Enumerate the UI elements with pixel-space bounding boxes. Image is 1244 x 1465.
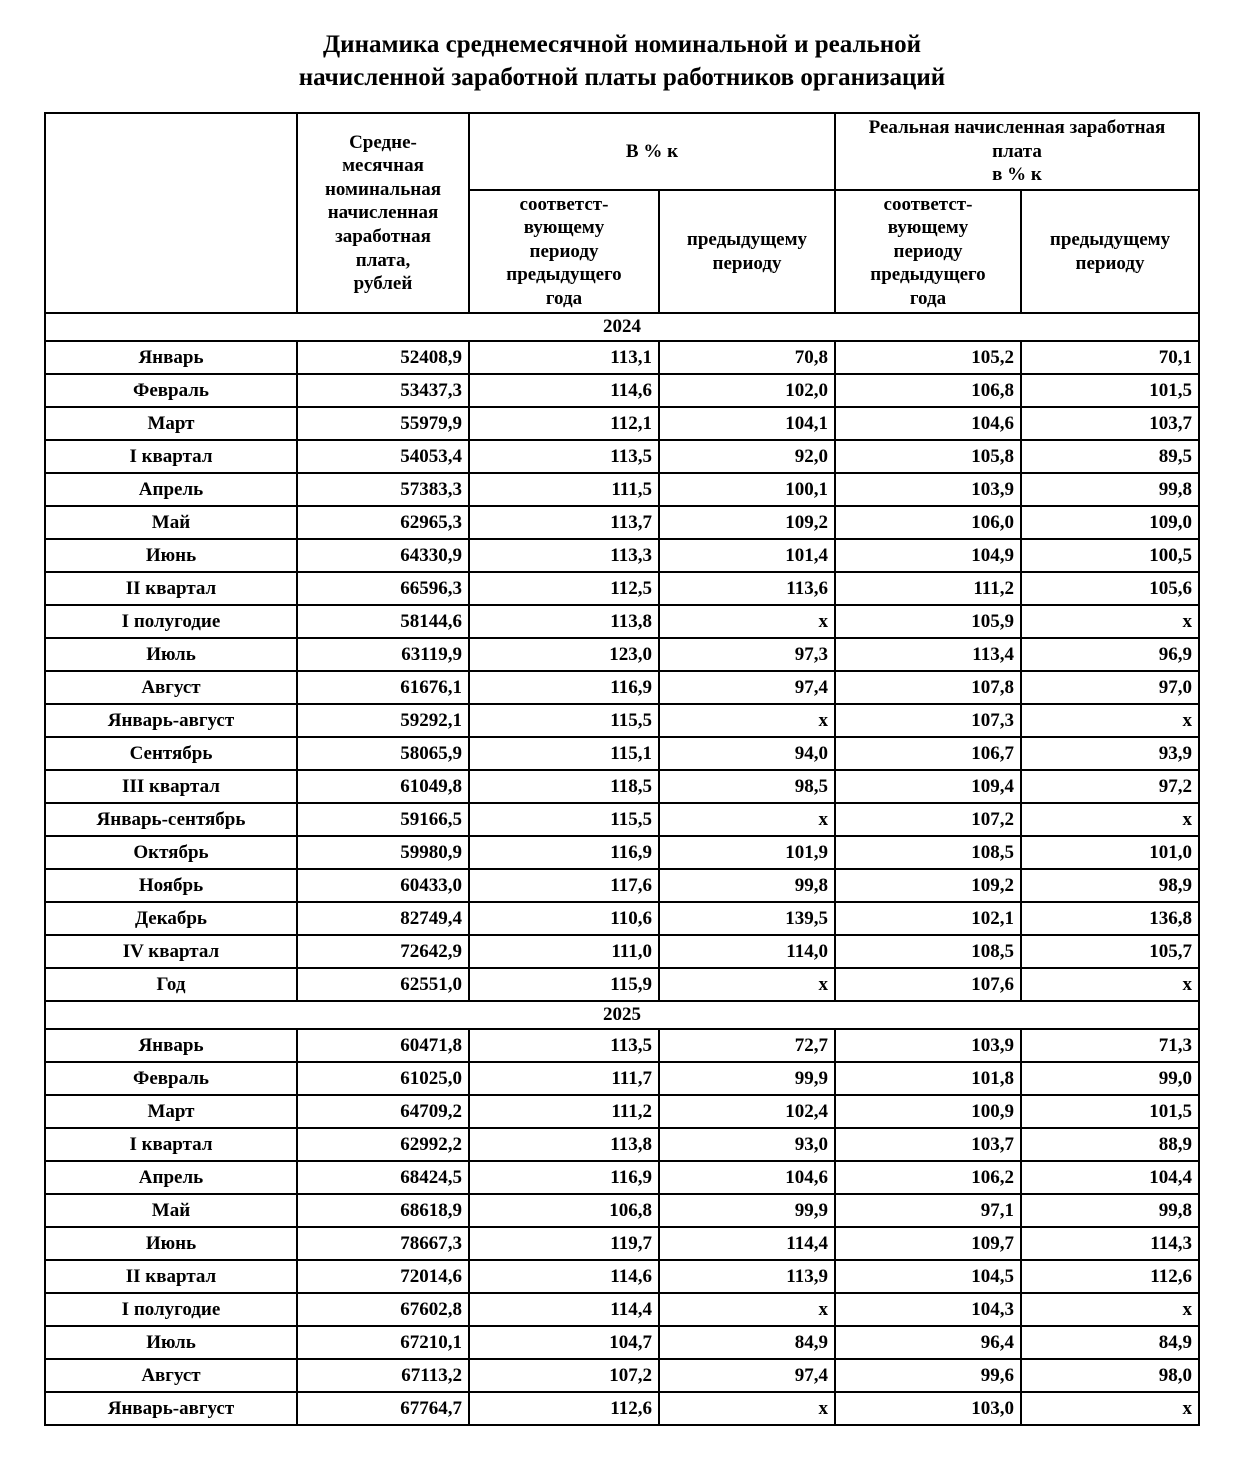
year-label: 2025 xyxy=(45,1001,1199,1029)
row-period-label: Февраль xyxy=(45,1062,297,1095)
row-period-label: Сентябрь xyxy=(45,737,297,770)
cell-nominal-pct-prev-period: 102,0 xyxy=(659,374,835,407)
table-row xyxy=(45,572,1199,605)
cell-real-pct-same-period-prev-year: 104,9 xyxy=(835,539,1021,572)
row-period-label: I полугодие xyxy=(45,605,297,638)
cell-nominal-wage: 54053,4 xyxy=(297,440,469,473)
cell-nominal-pct-same-period-prev-year: 111,7 xyxy=(469,1062,659,1095)
cell-nominal-pct-same-period-prev-year: 114,6 xyxy=(469,1260,659,1293)
cell-nominal-pct-same-period-prev-year: 117,6 xyxy=(469,869,659,902)
cell-nominal-pct-same-period-prev-year: 119,7 xyxy=(469,1227,659,1260)
header-in-percent-to: В % к xyxy=(469,113,835,190)
row-period-label: Июль xyxy=(45,638,297,671)
cell-nominal-pct-same-period-prev-year: 112,5 xyxy=(469,572,659,605)
cell-nominal-pct-prev-period: 100,1 xyxy=(659,473,835,506)
table-row xyxy=(45,737,1199,770)
cell-nominal-pct-prev-period: 97,4 xyxy=(659,1359,835,1392)
cell-nominal-pct-same-period-prev-year: 111,2 xyxy=(469,1095,659,1128)
cell-nominal-wage: 67113,2 xyxy=(297,1359,469,1392)
cell-nominal-pct-prev-period: 93,0 xyxy=(659,1128,835,1161)
cell-nominal-wage: 62965,3 xyxy=(297,506,469,539)
row-period-label: Февраль xyxy=(45,374,297,407)
row-period-label: IV квартал xyxy=(45,935,297,968)
cell-real-pct-prev-period: х xyxy=(1021,605,1199,638)
header-real-wage-subtext: в % к xyxy=(992,164,1042,186)
row-period-label: Ноябрь xyxy=(45,869,297,902)
header-nom-mom-line-1: предыдущему xyxy=(686,228,808,250)
cell-real-pct-same-period-prev-year: 97,1 xyxy=(835,1194,1021,1227)
table-row xyxy=(45,803,1199,836)
cell-real-pct-prev-period: 89,5 xyxy=(1021,440,1199,473)
table-body xyxy=(45,313,1199,1425)
cell-nominal-pct-prev-period: 92,0 xyxy=(659,440,835,473)
cell-real-pct-same-period-prev-year: 108,5 xyxy=(835,836,1021,869)
cell-real-pct-prev-period: 84,9 xyxy=(1021,1326,1199,1359)
cell-real-pct-same-period-prev-year: 109,7 xyxy=(835,1227,1021,1260)
cell-real-pct-same-period-prev-year: 107,2 xyxy=(835,803,1021,836)
cell-nominal-pct-same-period-prev-year: 115,5 xyxy=(469,803,659,836)
cell-nominal-pct-same-period-prev-year: 115,9 xyxy=(469,968,659,1001)
cell-nominal-wage: 58144,6 xyxy=(297,605,469,638)
table-row xyxy=(45,506,1199,539)
cell-nominal-pct-prev-period: 113,9 xyxy=(659,1260,835,1293)
cell-real-pct-prev-period: 105,7 xyxy=(1021,935,1199,968)
header-nom-mom-line-2: периоду xyxy=(712,252,782,274)
table-row xyxy=(45,605,1199,638)
table-row xyxy=(45,902,1199,935)
cell-nominal-wage: 64709,2 xyxy=(297,1095,469,1128)
table-row xyxy=(45,374,1199,407)
cell-nominal-pct-prev-period: 72,7 xyxy=(659,1029,835,1062)
cell-real-pct-same-period-prev-year: 103,9 xyxy=(835,1029,1021,1062)
cell-real-pct-same-period-prev-year: 106,8 xyxy=(835,374,1021,407)
table-row xyxy=(45,1095,1199,1128)
table-row xyxy=(45,704,1199,737)
header-nominal-wage-line-4: начисленная xyxy=(327,202,439,224)
row-period-label: Май xyxy=(45,1194,297,1227)
cell-real-pct-prev-period: х xyxy=(1021,1293,1199,1326)
cell-nominal-wage: 61676,1 xyxy=(297,671,469,704)
cell-nominal-pct-same-period-prev-year: 104,7 xyxy=(469,1326,659,1359)
cell-real-pct-prev-period: х xyxy=(1021,1392,1199,1425)
cell-real-pct-prev-period: 100,5 xyxy=(1021,539,1199,572)
header-nominal-wage-line-1: Средне- xyxy=(349,131,417,153)
cell-nominal-pct-same-period-prev-year: 114,6 xyxy=(469,374,659,407)
cell-nominal-pct-prev-period: 98,5 xyxy=(659,770,835,803)
table-row xyxy=(45,869,1199,902)
cell-real-pct-prev-period: 97,2 xyxy=(1021,770,1199,803)
cell-nominal-pct-same-period-prev-year: 113,3 xyxy=(469,539,659,572)
cell-real-pct-same-period-prev-year: 108,5 xyxy=(835,935,1021,968)
cell-nominal-pct-prev-period: х xyxy=(659,1392,835,1425)
table-row xyxy=(45,1326,1199,1359)
cell-nominal-pct-same-period-prev-year: 113,7 xyxy=(469,506,659,539)
cell-real-pct-same-period-prev-year: 111,2 xyxy=(835,572,1021,605)
cell-nominal-pct-prev-period: х xyxy=(659,704,835,737)
row-period-label: Январь xyxy=(45,341,297,374)
header-real-wage xyxy=(835,113,1199,190)
row-period-label: Январь-сентябрь xyxy=(45,803,297,836)
row-period-label: Июнь xyxy=(45,1227,297,1260)
header-nominal-wage-line-2: месячная xyxy=(342,155,424,177)
cell-nominal-pct-prev-period: 70,8 xyxy=(659,341,835,374)
cell-real-pct-same-period-prev-year: 102,1 xyxy=(835,902,1021,935)
cell-real-pct-prev-period: 98,9 xyxy=(1021,869,1199,902)
cell-nominal-pct-prev-period: х xyxy=(659,968,835,1001)
cell-real-pct-prev-period: 104,4 xyxy=(1021,1161,1199,1194)
cell-real-pct-prev-period: 99,8 xyxy=(1021,473,1199,506)
cell-nominal-wage: 52408,9 xyxy=(297,341,469,374)
header-real-yoy-line-1: соответст- xyxy=(883,193,973,215)
cell-nominal-pct-same-period-prev-year: 115,1 xyxy=(469,737,659,770)
cell-real-pct-same-period-prev-year: 103,9 xyxy=(835,473,1021,506)
cell-real-pct-same-period-prev-year: 103,7 xyxy=(835,1128,1021,1161)
cell-nominal-wage: 72642,9 xyxy=(297,935,469,968)
header-real-mom-line-1: предыдущему xyxy=(1049,228,1171,250)
table-row xyxy=(45,1161,1199,1194)
table-row xyxy=(45,1194,1199,1227)
cell-real-pct-same-period-prev-year: 96,4 xyxy=(835,1326,1021,1359)
row-period-label: Апрель xyxy=(45,473,297,506)
header-nominal-wage-line-6: плата, xyxy=(355,249,411,271)
table-row xyxy=(45,1062,1199,1095)
cell-real-pct-prev-period: 101,0 xyxy=(1021,836,1199,869)
table-row xyxy=(45,1293,1199,1326)
header-real-mom-line-2: периоду xyxy=(1075,252,1145,274)
year-section-row xyxy=(45,313,1199,341)
cell-real-pct-prev-period: 70,1 xyxy=(1021,341,1199,374)
cell-nominal-wage: 67602,8 xyxy=(297,1293,469,1326)
cell-real-pct-same-period-prev-year: 104,6 xyxy=(835,407,1021,440)
row-period-label: Год xyxy=(45,968,297,1001)
table-row xyxy=(45,836,1199,869)
cell-nominal-pct-prev-period: 139,5 xyxy=(659,902,835,935)
row-period-label: II квартал xyxy=(45,572,297,605)
page-title xyxy=(30,28,1214,94)
cell-nominal-pct-same-period-prev-year: 113,5 xyxy=(469,440,659,473)
cell-nominal-pct-same-period-prev-year: 115,5 xyxy=(469,704,659,737)
row-period-label: Декабрь xyxy=(45,902,297,935)
table-row xyxy=(45,407,1199,440)
cell-nominal-wage: 60433,0 xyxy=(297,869,469,902)
row-period-label: Июль xyxy=(45,1326,297,1359)
cell-real-pct-prev-period: 96,9 xyxy=(1021,638,1199,671)
cell-nominal-wage: 60471,8 xyxy=(297,1029,469,1062)
cell-real-pct-same-period-prev-year: 99,6 xyxy=(835,1359,1021,1392)
cell-nominal-pct-prev-period: 113,6 xyxy=(659,572,835,605)
cell-real-pct-prev-period: 136,8 xyxy=(1021,902,1199,935)
cell-nominal-wage: 58065,9 xyxy=(297,737,469,770)
cell-nominal-pct-prev-period: 99,9 xyxy=(659,1194,835,1227)
cell-real-pct-prev-period: х xyxy=(1021,704,1199,737)
table-row xyxy=(45,1029,1199,1062)
cell-nominal-wage: 59166,5 xyxy=(297,803,469,836)
cell-real-pct-prev-period: 114,3 xyxy=(1021,1227,1199,1260)
cell-nominal-wage: 78667,3 xyxy=(297,1227,469,1260)
cell-nominal-wage: 55979,9 xyxy=(297,407,469,440)
header-nom-yoy-line-5: года xyxy=(545,287,583,309)
table-row xyxy=(45,935,1199,968)
cell-nominal-pct-same-period-prev-year: 113,5 xyxy=(469,1029,659,1062)
page-title-line-2: начисленной заработной платы работников организаций xyxy=(298,64,946,91)
cell-nominal-pct-same-period-prev-year: 111,5 xyxy=(469,473,659,506)
header-real-wage-text: Реальная начисленная заработная плата xyxy=(868,117,1166,162)
cell-nominal-pct-prev-period: 84,9 xyxy=(659,1326,835,1359)
table-row xyxy=(45,440,1199,473)
table-row xyxy=(45,1227,1199,1260)
cell-nominal-pct-same-period-prev-year: 123,0 xyxy=(469,638,659,671)
cell-nominal-pct-prev-period: 104,1 xyxy=(659,407,835,440)
header-nominal-wage xyxy=(297,113,469,313)
cell-nominal-pct-same-period-prev-year: 114,4 xyxy=(469,1293,659,1326)
table-row xyxy=(45,341,1199,374)
cell-real-pct-same-period-prev-year: 106,2 xyxy=(835,1161,1021,1194)
cell-nominal-wage: 62992,2 xyxy=(297,1128,469,1161)
wage-dynamics-table xyxy=(44,112,1200,1426)
cell-nominal-wage: 67764,7 xyxy=(297,1392,469,1425)
cell-nominal-pct-prev-period: 101,4 xyxy=(659,539,835,572)
table-row xyxy=(45,1260,1199,1293)
cell-nominal-wage: 82749,4 xyxy=(297,902,469,935)
cell-real-pct-same-period-prev-year: 107,6 xyxy=(835,968,1021,1001)
cell-nominal-wage: 59292,1 xyxy=(297,704,469,737)
row-period-label: Август xyxy=(45,671,297,704)
cell-nominal-pct-same-period-prev-year: 112,1 xyxy=(469,407,659,440)
cell-nominal-pct-prev-period: 97,3 xyxy=(659,638,835,671)
cell-real-pct-prev-period: 101,5 xyxy=(1021,1095,1199,1128)
cell-real-pct-prev-period: 101,5 xyxy=(1021,374,1199,407)
row-period-label: Май xyxy=(45,506,297,539)
cell-nominal-pct-prev-period: х xyxy=(659,803,835,836)
header-corner xyxy=(45,113,297,313)
cell-nominal-pct-prev-period: 104,6 xyxy=(659,1161,835,1194)
cell-real-pct-same-period-prev-year: 106,7 xyxy=(835,737,1021,770)
table-row xyxy=(45,638,1199,671)
header-real-yoy-line-2: вующему xyxy=(887,217,969,239)
cell-nominal-pct-same-period-prev-year: 110,6 xyxy=(469,902,659,935)
cell-nominal-pct-same-period-prev-year: 118,5 xyxy=(469,770,659,803)
cell-nominal-wage: 57383,3 xyxy=(297,473,469,506)
cell-real-pct-prev-period: х xyxy=(1021,968,1199,1001)
cell-nominal-wage: 61049,8 xyxy=(297,770,469,803)
header-nominal-wage-line-3: номинальная xyxy=(324,178,441,200)
cell-nominal-wage: 62551,0 xyxy=(297,968,469,1001)
cell-real-pct-prev-period: 99,0 xyxy=(1021,1062,1199,1095)
cell-nominal-pct-prev-period: 94,0 xyxy=(659,737,835,770)
cell-nominal-pct-same-period-prev-year: 116,9 xyxy=(469,1161,659,1194)
row-period-label: III квартал xyxy=(45,770,297,803)
cell-nominal-pct-same-period-prev-year: 113,8 xyxy=(469,1128,659,1161)
page-title-line-1: Динамика среднемесячной номинальной и реальной xyxy=(322,31,922,58)
cell-nominal-pct-prev-period: 99,8 xyxy=(659,869,835,902)
row-period-label: Июнь xyxy=(45,539,297,572)
cell-nominal-pct-same-period-prev-year: 113,1 xyxy=(469,341,659,374)
cell-real-pct-prev-period: 112,6 xyxy=(1021,1260,1199,1293)
cell-nominal-pct-same-period-prev-year: 111,0 xyxy=(469,935,659,968)
cell-real-pct-prev-period: 109,0 xyxy=(1021,506,1199,539)
row-period-label: Март xyxy=(45,407,297,440)
row-period-label: II квартал xyxy=(45,1260,297,1293)
cell-real-pct-prev-period: 98,0 xyxy=(1021,1359,1199,1392)
cell-real-pct-same-period-prev-year: 105,9 xyxy=(835,605,1021,638)
cell-nominal-wage: 68618,9 xyxy=(297,1194,469,1227)
table-row xyxy=(45,968,1199,1001)
table-header xyxy=(45,113,1199,313)
row-period-label: Август xyxy=(45,1359,297,1392)
cell-real-pct-same-period-prev-year: 100,9 xyxy=(835,1095,1021,1128)
year-label: 2024 xyxy=(45,313,1199,341)
cell-real-pct-same-period-prev-year: 101,8 xyxy=(835,1062,1021,1095)
cell-nominal-wage: 61025,0 xyxy=(297,1062,469,1095)
cell-real-pct-same-period-prev-year: 113,4 xyxy=(835,638,1021,671)
cell-real-pct-same-period-prev-year: 107,3 xyxy=(835,704,1021,737)
header-real-same-period-prev-year xyxy=(835,190,1021,314)
cell-nominal-wage: 53437,3 xyxy=(297,374,469,407)
cell-real-pct-same-period-prev-year: 106,0 xyxy=(835,506,1021,539)
table-row xyxy=(45,473,1199,506)
year-section-row xyxy=(45,1001,1199,1029)
cell-nominal-wage: 63119,9 xyxy=(297,638,469,671)
header-real-yoy-line-5: года xyxy=(909,287,947,309)
cell-nominal-wage: 68424,5 xyxy=(297,1161,469,1194)
row-period-label: Январь-август xyxy=(45,704,297,737)
table-row xyxy=(45,1128,1199,1161)
row-period-label: Апрель xyxy=(45,1161,297,1194)
cell-real-pct-same-period-prev-year: 105,8 xyxy=(835,440,1021,473)
row-period-label: Январь-август xyxy=(45,1392,297,1425)
row-period-label: Октябрь xyxy=(45,836,297,869)
cell-nominal-pct-prev-period: 114,0 xyxy=(659,935,835,968)
cell-nominal-pct-prev-period: 102,4 xyxy=(659,1095,835,1128)
cell-real-pct-prev-period: 71,3 xyxy=(1021,1029,1199,1062)
cell-nominal-pct-same-period-prev-year: 113,8 xyxy=(469,605,659,638)
row-period-label: I полугодие xyxy=(45,1293,297,1326)
cell-real-pct-same-period-prev-year: 109,2 xyxy=(835,869,1021,902)
header-real-yoy-line-4: предыдущего xyxy=(870,264,986,286)
cell-nominal-pct-same-period-prev-year: 106,8 xyxy=(469,1194,659,1227)
cell-real-pct-prev-period: 97,0 xyxy=(1021,671,1199,704)
cell-nominal-pct-prev-period: 109,2 xyxy=(659,506,835,539)
header-nominal-prev-period xyxy=(659,190,835,314)
header-nom-yoy-line-4: предыдущего xyxy=(506,264,622,286)
row-period-label: I квартал xyxy=(45,440,297,473)
cell-nominal-pct-prev-period: 97,4 xyxy=(659,671,835,704)
header-nominal-wage-line-7: рублей xyxy=(353,273,413,295)
header-nom-yoy-line-1: соответст- xyxy=(519,193,609,215)
header-real-yoy-line-3: периоду xyxy=(893,240,963,262)
header-real-prev-period xyxy=(1021,190,1199,314)
cell-real-pct-prev-period: 88,9 xyxy=(1021,1128,1199,1161)
cell-nominal-pct-prev-period: х xyxy=(659,1293,835,1326)
cell-nominal-wage: 64330,9 xyxy=(297,539,469,572)
cell-real-pct-prev-period: 99,8 xyxy=(1021,1194,1199,1227)
cell-nominal-wage: 72014,6 xyxy=(297,1260,469,1293)
row-period-label: Январь xyxy=(45,1029,297,1062)
header-nominal-wage-line-5: заработная xyxy=(335,225,431,247)
cell-nominal-wage: 67210,1 xyxy=(297,1326,469,1359)
table-row xyxy=(45,770,1199,803)
cell-real-pct-same-period-prev-year: 104,5 xyxy=(835,1260,1021,1293)
cell-real-pct-same-period-prev-year: 104,3 xyxy=(835,1293,1021,1326)
cell-real-pct-prev-period: 93,9 xyxy=(1021,737,1199,770)
row-period-label: I квартал xyxy=(45,1128,297,1161)
cell-nominal-pct-same-period-prev-year: 112,6 xyxy=(469,1392,659,1425)
cell-nominal-pct-same-period-prev-year: 116,9 xyxy=(469,836,659,869)
cell-real-pct-same-period-prev-year: 105,2 xyxy=(835,341,1021,374)
table-row xyxy=(45,1359,1199,1392)
row-period-label: Март xyxy=(45,1095,297,1128)
header-nom-yoy-line-2: вующему xyxy=(523,217,605,239)
cell-nominal-pct-same-period-prev-year: 116,9 xyxy=(469,671,659,704)
cell-real-pct-prev-period: х xyxy=(1021,803,1199,836)
cell-real-pct-prev-period: 103,7 xyxy=(1021,407,1199,440)
table-row xyxy=(45,671,1199,704)
cell-real-pct-same-period-prev-year: 103,0 xyxy=(835,1392,1021,1425)
cell-real-pct-prev-period: 105,6 xyxy=(1021,572,1199,605)
cell-nominal-pct-prev-period: 114,4 xyxy=(659,1227,835,1260)
cell-real-pct-same-period-prev-year: 109,4 xyxy=(835,770,1021,803)
cell-real-pct-same-period-prev-year: 107,8 xyxy=(835,671,1021,704)
table-row xyxy=(45,539,1199,572)
cell-nominal-pct-prev-period: 99,9 xyxy=(659,1062,835,1095)
table-row xyxy=(45,1392,1199,1425)
header-nom-yoy-line-3: периоду xyxy=(529,240,599,262)
cell-nominal-pct-prev-period: 101,9 xyxy=(659,836,835,869)
header-nominal-same-period-prev-year xyxy=(469,190,659,314)
cell-nominal-pct-same-period-prev-year: 107,2 xyxy=(469,1359,659,1392)
cell-nominal-wage: 66596,3 xyxy=(297,572,469,605)
cell-nominal-wage: 59980,9 xyxy=(297,836,469,869)
cell-nominal-pct-prev-period: х xyxy=(659,605,835,638)
